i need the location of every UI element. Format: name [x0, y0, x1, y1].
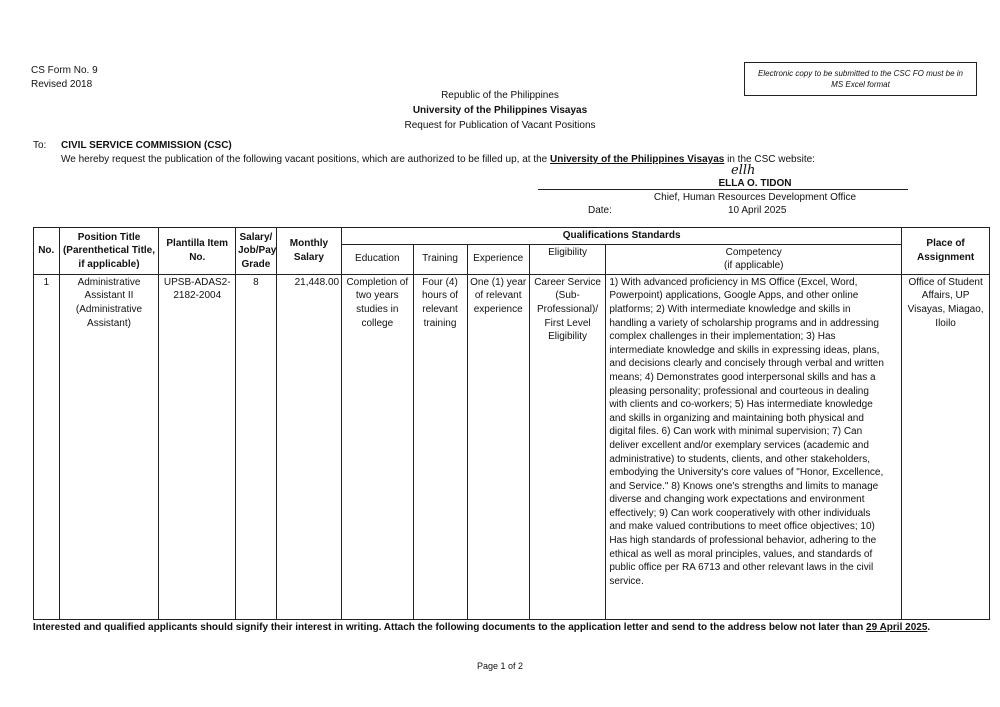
vacant-positions-table: [33, 227, 990, 620]
header-plantilla-item: Plantilla Item No.: [159, 228, 236, 275]
signature-rule: [538, 189, 908, 190]
instruction-text: Interested and qualified applicants should signify their interest in writing. Attach the following documents to the application letter and send to the address below not later than: [33, 622, 867, 633]
handwritten-signature: ellh: [731, 163, 756, 178]
page-number: Page 1 of 2: [476, 661, 524, 671]
header-experience: Experience: [467, 244, 529, 274]
addressee-row: [33, 140, 232, 151]
form-revision: Revised 2018: [31, 79, 93, 90]
cell-grade: 8: [236, 274, 277, 619]
header-salary-grade: Salary/ Job/Pay Grade: [236, 228, 277, 275]
deadline-date: 29 April 2025: [866, 622, 928, 633]
addressee-name: CIVIL SERVICE COMMISSION (CSC): [61, 140, 232, 151]
application-instruction: [33, 622, 930, 633]
cell-experience: One (1) year of relevant experience: [467, 274, 529, 619]
cell-eligibility: Career Service (Sub- Professional)/ First Level Eligibility: [529, 274, 606, 619]
document-subtitle: Request for Publication of Vacant Positions: [404, 120, 596, 131]
cell-salary: 21,448.00: [276, 274, 341, 619]
cell-place: Office of Student Affairs, UP Visayas, Miagao, Iloilo: [902, 274, 990, 619]
document-header: [0, 88, 1000, 133]
form-number: CS Form No. 9: [31, 65, 98, 76]
cell-training: Four (4) hours of relevant training: [413, 274, 467, 619]
cell-plantilla: UPSB-ADAS2- 2182-2004: [159, 274, 236, 619]
signatory-name: ELLA O. TIDON: [718, 178, 792, 189]
request-statement: [61, 154, 815, 165]
instruction-end: .: [927, 622, 931, 633]
table-row: [34, 274, 990, 619]
header-education: Education: [342, 244, 413, 274]
header-competency: Competency (if applicable): [606, 244, 902, 274]
header-position-title: Position Title (Parenthetical Title, if applicable): [59, 228, 159, 275]
signatory-title: Chief, Human Resources Development Office: [653, 192, 857, 203]
request-text-end: in the CSC website:: [724, 154, 815, 165]
date-label: Date:: [588, 205, 612, 216]
country-line: Republic of the Philippines: [441, 90, 559, 101]
university-name: University of the Philippines Visayas: [412, 105, 588, 116]
header-training: Training: [413, 244, 467, 274]
header-qualifications: Qualifications Standards: [342, 228, 902, 245]
header-place-of-assignment: Place of Assignment: [902, 228, 990, 275]
excel-format-note: Electronic copy to be submitted to the CSC FO must be in MS Excel format: [744, 62, 977, 96]
header-eligibility: Eligibility: [529, 244, 606, 274]
cell-competency: 1) With advanced proficiency in MS Office (Excel, Word, Powerpoint) applications, Google Apps, and other online platforms; 2) With intermediate knowledge and skills in handling a variety of scholarship programs and in addressing complex challenges in their implementation; 3) Has intermediate knowledge and skills in expressing ideas, plans, and decisions clearly and concisely through verbal and written means; 4) Demonstrates good interpersonal skills and has a pleasing personality; professional and courteous in dealing with clients and co-workers; 5) Has intermediate knowledge and skills in organizing and maintaining both physical and digital files. 6) Can work with minimal supervision; 7) Can deliver excellent and/or exemplary services (academic and administrative) to students, clients, and other stakeholders, embodying the University's core values of "Honor, Excellence, and Service." 8) Knows one's strengths and limits to manage diverse and changing work expectations and environment effectively; 9) Can work cooperatively with other individuals and make valued contributions to meet office objectives; 10) Has high standards of professional behavior, adhering to the ethical as well as moral principles, values, and standards of public office per RA 6713 and other relevant laws in the civil service.: [606, 274, 902, 619]
header-monthly-salary: Monthly Salary: [276, 228, 341, 275]
header-no: No.: [34, 228, 60, 275]
to-label: To:: [33, 140, 47, 151]
cell-education: Completion of two years studies in college: [342, 274, 413, 619]
request-text-start: We hereby request the publication of the following vacant positions, which are authorized to be filled up, at the: [61, 154, 551, 165]
cell-no: 1: [34, 274, 60, 619]
cell-position: Administrative Assistant II (Administrative Assistant): [59, 274, 159, 619]
request-university: University of the Philippines Visayas: [550, 154, 725, 165]
date-value: 10 April 2025: [728, 205, 787, 216]
